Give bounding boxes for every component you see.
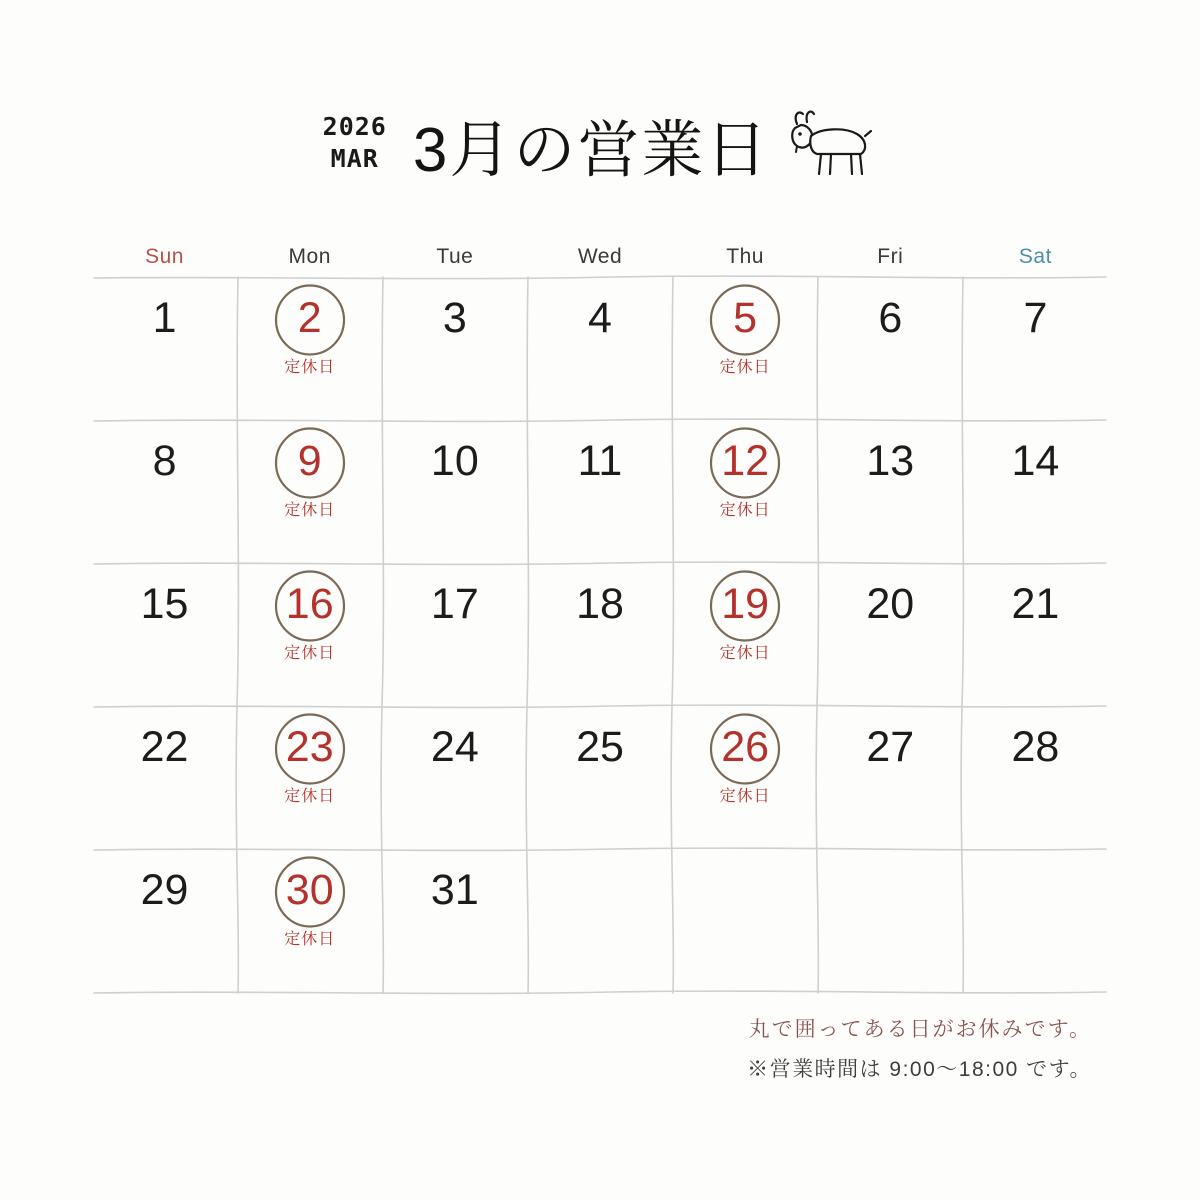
day-cell[interactable] <box>237 275 382 418</box>
day-number: 31 <box>430 866 479 914</box>
day-number: 23 <box>285 723 334 771</box>
day-cell[interactable] <box>92 847 237 990</box>
day-number: 14 <box>1011 437 1060 485</box>
day-cell[interactable] <box>818 275 963 418</box>
page-header <box>0 100 1200 189</box>
day-number: 12 <box>721 437 770 485</box>
day-cell[interactable] <box>527 561 672 704</box>
day-cell[interactable] <box>527 704 672 847</box>
closed-label: 定休日 <box>719 788 771 805</box>
weekday-wed: Wed <box>577 245 623 268</box>
day-number: 9 <box>297 437 322 485</box>
weekday-fri: Fri <box>877 245 904 268</box>
closed-label: 定休日 <box>284 645 336 662</box>
day-cell[interactable] <box>963 275 1108 418</box>
day-number: 3 <box>442 294 467 342</box>
footer-note-closed: 丸で囲ってある日がお休みです。 <box>748 1018 1092 1041</box>
day-cell[interactable] <box>92 418 237 561</box>
day-number: 1 <box>152 294 177 342</box>
day-cell[interactable] <box>818 418 963 561</box>
weekday-mon: Mon <box>288 245 331 268</box>
calendar <box>92 245 1108 990</box>
day-number: 18 <box>576 580 624 628</box>
day-cell[interactable] <box>382 561 527 704</box>
day-cell[interactable] <box>527 275 672 418</box>
calendar-grid <box>92 275 1108 990</box>
day-number: 11 <box>577 437 623 485</box>
day-cell[interactable] <box>237 847 382 990</box>
weekday-header-row <box>92 245 1108 269</box>
day-number: 7 <box>1023 294 1048 342</box>
goat-icon <box>781 104 877 185</box>
day-number: 13 <box>866 437 915 485</box>
calendar-week-row <box>92 275 1108 418</box>
day-cell[interactable] <box>673 704 818 847</box>
day-cell[interactable] <box>963 418 1108 561</box>
day-cell[interactable] <box>382 704 527 847</box>
closed-label: 定休日 <box>284 931 336 948</box>
day-cell[interactable] <box>818 561 963 704</box>
weekday-sun: Sun <box>145 245 184 268</box>
day-number: 26 <box>721 723 770 771</box>
footer-notes <box>747 1010 1092 1090</box>
day-number: 28 <box>1011 723 1060 771</box>
closed-label: 定休日 <box>284 359 336 376</box>
month-en-label: MAR <box>330 143 379 173</box>
year-label: 2026 <box>322 112 387 142</box>
day-cell[interactable] <box>237 704 382 847</box>
day-number: 5 <box>733 294 758 342</box>
footer-note-hours: ※営業時間は 9:00〜18:00 です。 <box>747 1057 1092 1081</box>
day-number: 20 <box>866 580 915 628</box>
day-cell[interactable] <box>673 418 818 561</box>
day-number: 10 <box>430 437 479 485</box>
calendar-week-row <box>92 418 1108 561</box>
day-cell[interactable] <box>237 418 382 561</box>
day-cell[interactable] <box>92 704 237 847</box>
closed-label: 定休日 <box>719 502 771 519</box>
day-cell[interactable] <box>963 704 1108 847</box>
day-cell[interactable] <box>673 275 818 418</box>
weekday-thu: Thu <box>726 245 764 268</box>
day-number: 19 <box>721 580 770 628</box>
day-number: 22 <box>140 723 189 771</box>
page-title: 3月の営業日 <box>412 116 770 185</box>
day-cell[interactable] <box>818 704 963 847</box>
weekday-tue: Tue <box>436 245 474 268</box>
day-number: 15 <box>140 580 189 628</box>
day-cell[interactable] <box>92 561 237 704</box>
day-number: 30 <box>285 866 334 914</box>
day-cell[interactable] <box>382 847 527 990</box>
day-cell[interactable] <box>963 561 1108 704</box>
closed-label: 定休日 <box>719 645 771 662</box>
day-cell[interactable] <box>92 275 237 418</box>
closed-label: 定休日 <box>284 502 336 519</box>
calendar-week-row <box>92 847 1108 990</box>
day-number: 8 <box>152 437 177 485</box>
day-number: 17 <box>430 580 479 628</box>
calendar-weeks <box>92 275 1108 990</box>
day-cell[interactable] <box>382 275 527 418</box>
year-month-block <box>323 111 387 178</box>
weekday-sat: Sat <box>1018 245 1052 268</box>
day-number: 6 <box>878 294 903 342</box>
day-cell[interactable] <box>673 561 818 704</box>
calendar-week-row <box>92 561 1108 704</box>
day-number: 29 <box>140 866 189 914</box>
day-number: 2 <box>297 294 322 342</box>
day-number: 27 <box>866 723 915 771</box>
day-number: 21 <box>1011 580 1060 628</box>
day-cell[interactable] <box>527 418 672 561</box>
closed-label: 定休日 <box>284 788 336 805</box>
day-number: 25 <box>576 723 624 771</box>
day-number: 16 <box>285 580 334 628</box>
calendar-week-row <box>92 704 1108 847</box>
day-number: 24 <box>430 723 479 771</box>
day-cell[interactable] <box>382 418 527 561</box>
day-number: 4 <box>588 294 612 342</box>
closed-label: 定休日 <box>719 359 771 376</box>
day-cell[interactable] <box>237 561 382 704</box>
